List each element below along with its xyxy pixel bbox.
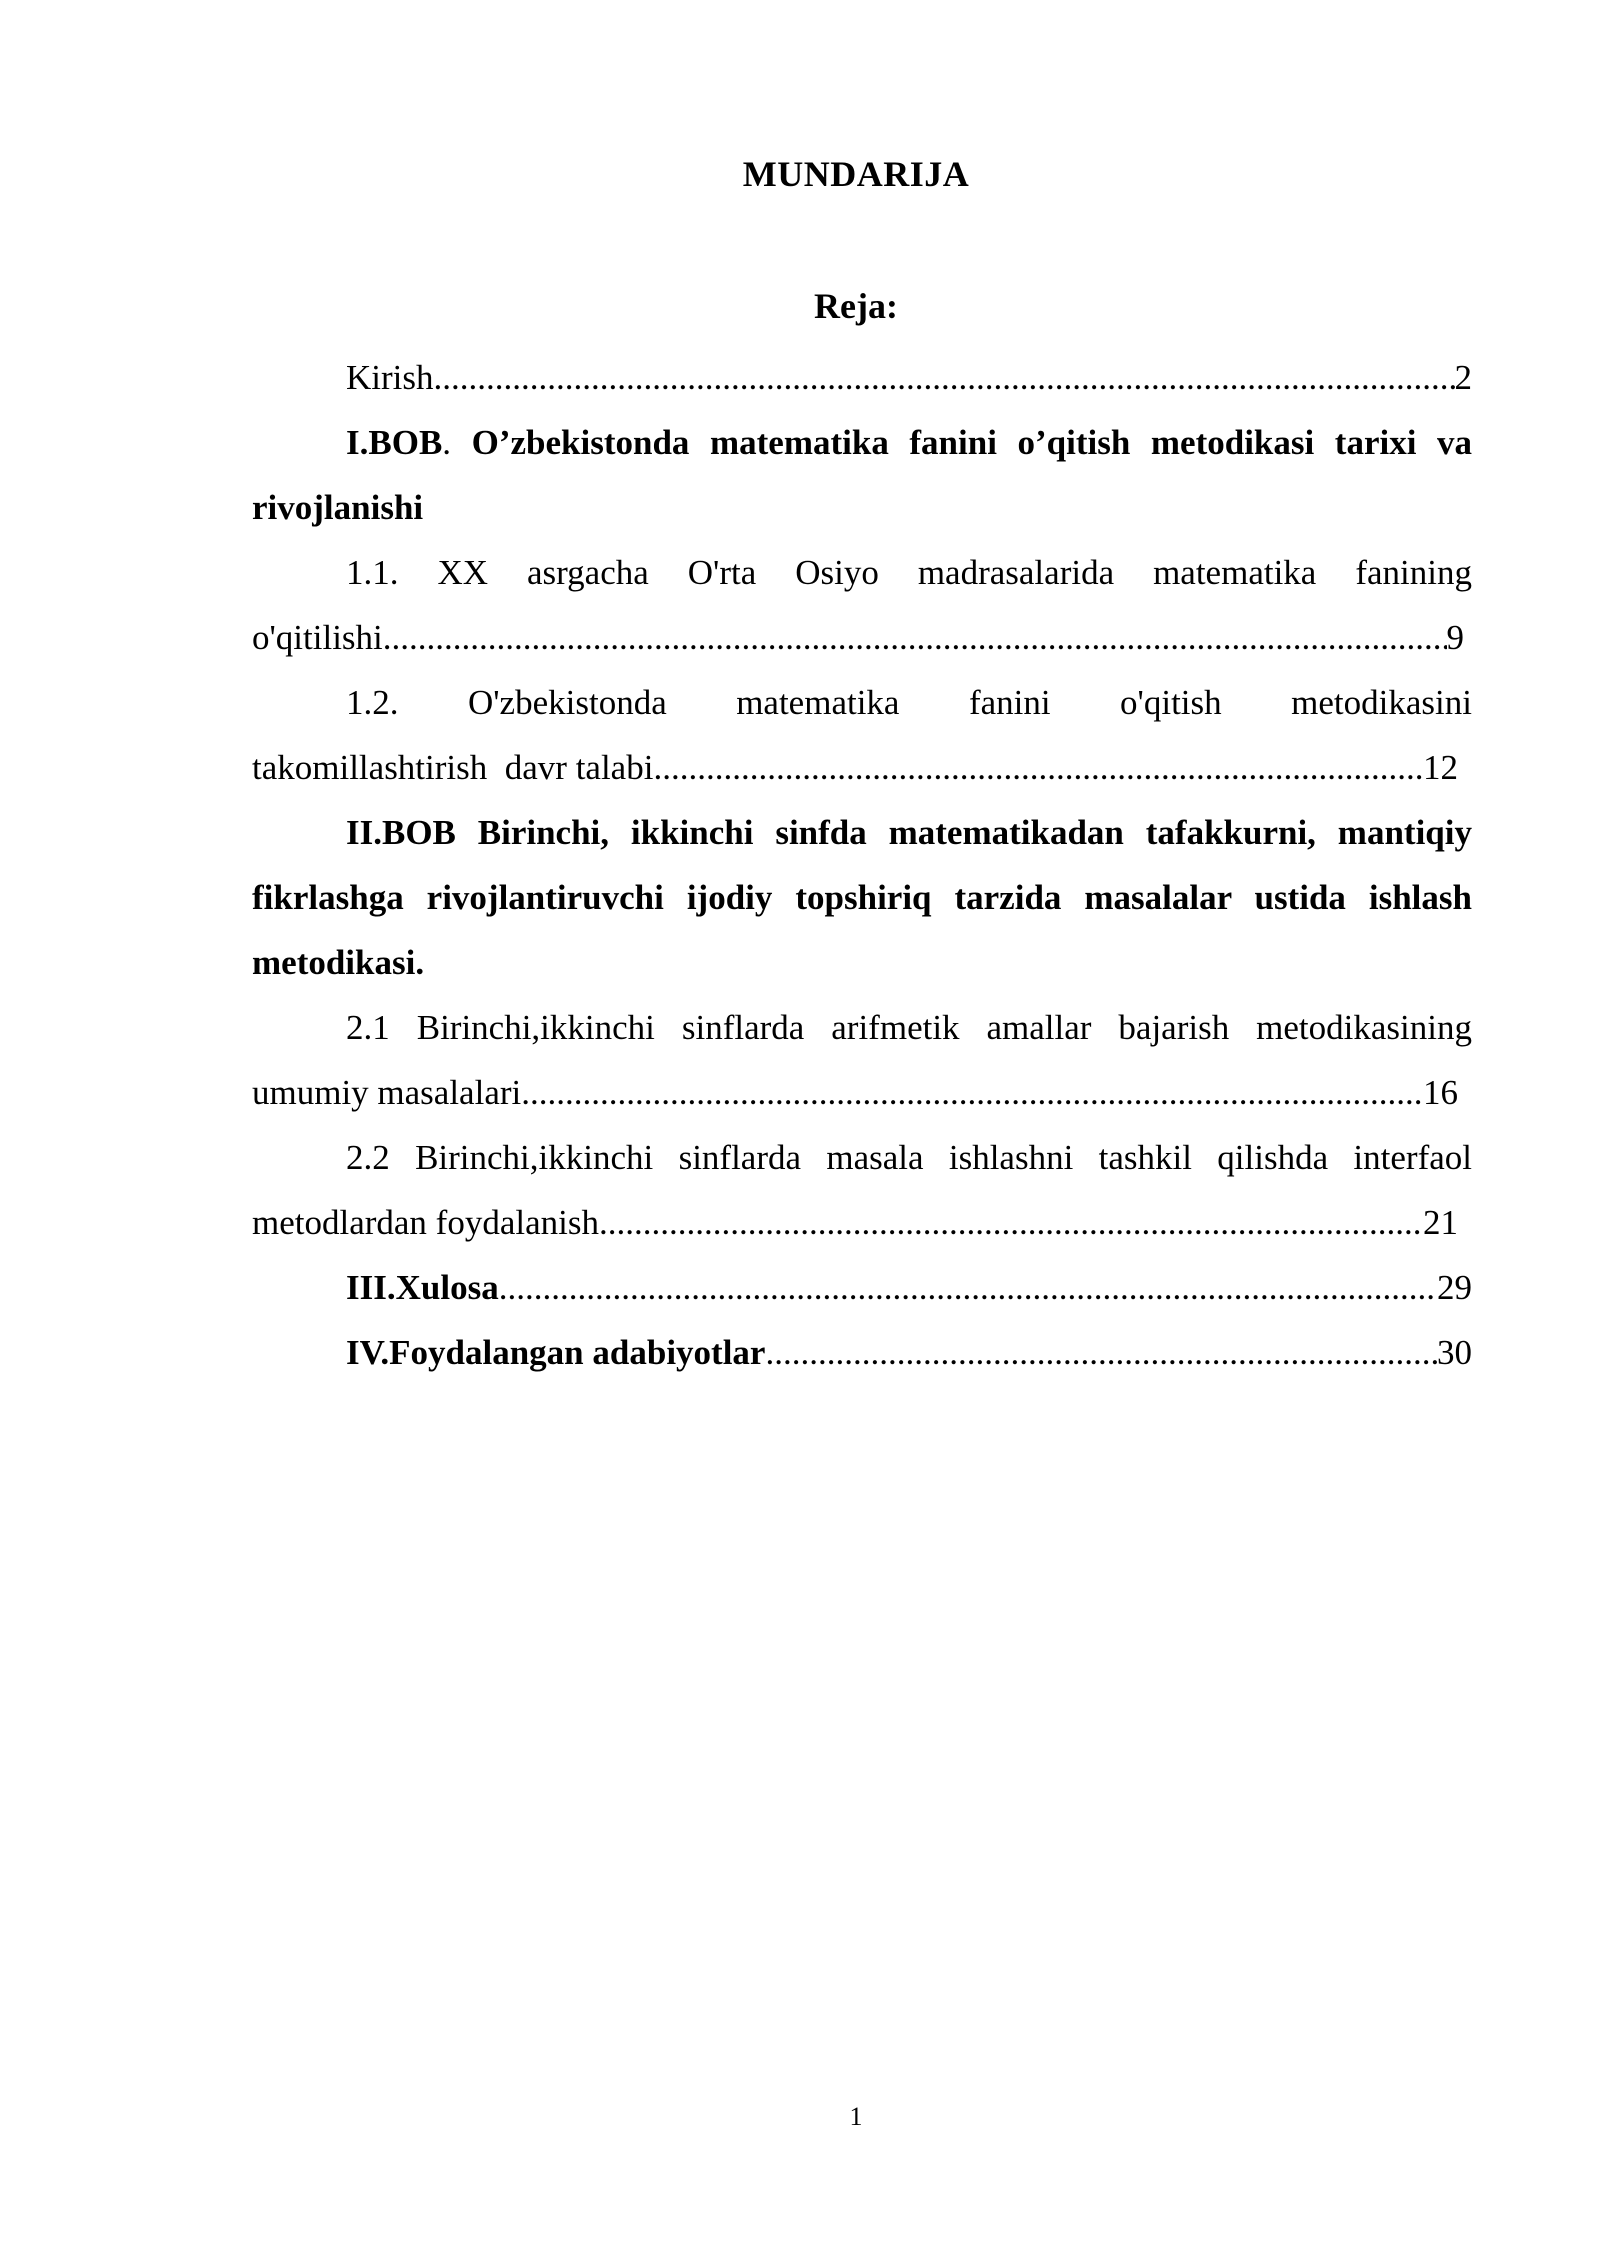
toc-leader-dots: [434, 345, 1455, 410]
section-2-2-line1: 2.2 Birinchi,ikkinchi sinflarda masala ishlashni tashkil qilishda interfaol: [346, 1138, 1472, 1177]
toc-entry-page: 21: [1423, 1203, 1458, 1242]
section-2-1-line1: 2.1 Birinchi,ikkinchi sinflarda arifmetik amallar bajarish metodikasining: [346, 1008, 1472, 1047]
toc-leader-dots: [499, 1255, 1437, 1320]
toc-entry-label: III.Xulosa: [346, 1268, 499, 1307]
toc-section-1-1[interactable]: [252, 540, 1472, 670]
toc-entry-xulosa[interactable]: [252, 1255, 1472, 1320]
toc-section-2-2[interactable]: [252, 1125, 1472, 1255]
page-subtitle: Reja:: [814, 286, 898, 326]
toc-section-2-1[interactable]: [252, 995, 1472, 1125]
toc-leader-dots: [599, 1190, 1423, 1255]
section-2-1-line2: umumiy masalalari ..... 16: [252, 1060, 1458, 1125]
section-1-2-line1: 1.2. O'zbekistonda matematika fanini o'qitish metodikasini: [346, 683, 1472, 722]
section-1-1-line1: 1.1. XX asrgacha O'rta Osiyo madrasalarida matematika fanining: [346, 553, 1472, 592]
section-1-1-line2: o'qitilishi ..... 9: [252, 605, 1464, 670]
chapter-1-title: O’zbekistonda matematika fanini o’qitish metodikasi tarixi va rivojlanishi: [252, 423, 1472, 527]
page-number: 1: [849, 2102, 863, 2131]
toc-entry-label: IV.Foydalangan adabiyotlar: [346, 1333, 766, 1372]
toc-section-1-2[interactable]: [252, 670, 1472, 800]
toc-leader-dots: [383, 605, 1447, 670]
toc-chapter-1[interactable]: [252, 410, 1472, 540]
toc-entry-page: 29: [1437, 1268, 1472, 1307]
chapter-1-separator: .: [442, 423, 452, 462]
toc-entry-page: 12: [1423, 748, 1458, 787]
page-title: MUNDARIJA: [742, 154, 970, 194]
toc-entry-page: 2: [1454, 358, 1472, 397]
toc-entry-page: 30: [1437, 1333, 1472, 1372]
toc-leader-dots: [765, 1320, 1437, 1385]
toc-leader-dots: [653, 735, 1423, 800]
toc-entry-page: 9: [1446, 618, 1464, 657]
toc-chapter-2[interactable]: II.BOB Birinchi, ikkinchi sinfda matematikadan tafakkurni, mantiqiy fikrlashga rivojlantiruvchi ijodiy topshiriq tarzida masalalar ustida ishlash metodikasi.: [252, 813, 1472, 982]
toc-leader-dots: [521, 1060, 1423, 1125]
toc-entry-kirish[interactable]: [252, 345, 1472, 410]
section-1-2-line2: takomillashtirish davr talabi ..... 12: [252, 735, 1458, 800]
table-of-contents: [252, 345, 1472, 1385]
toc-entry-adabiyotlar[interactable]: [252, 1320, 1472, 1385]
section-2-2-line2: metodlardan foydalanish ..... 21: [252, 1190, 1458, 1255]
chapter-1-prefix: I.BOB: [346, 423, 443, 462]
toc-entry-page: 16: [1423, 1073, 1458, 1112]
toc-entry-label: Kirish: [346, 358, 434, 397]
